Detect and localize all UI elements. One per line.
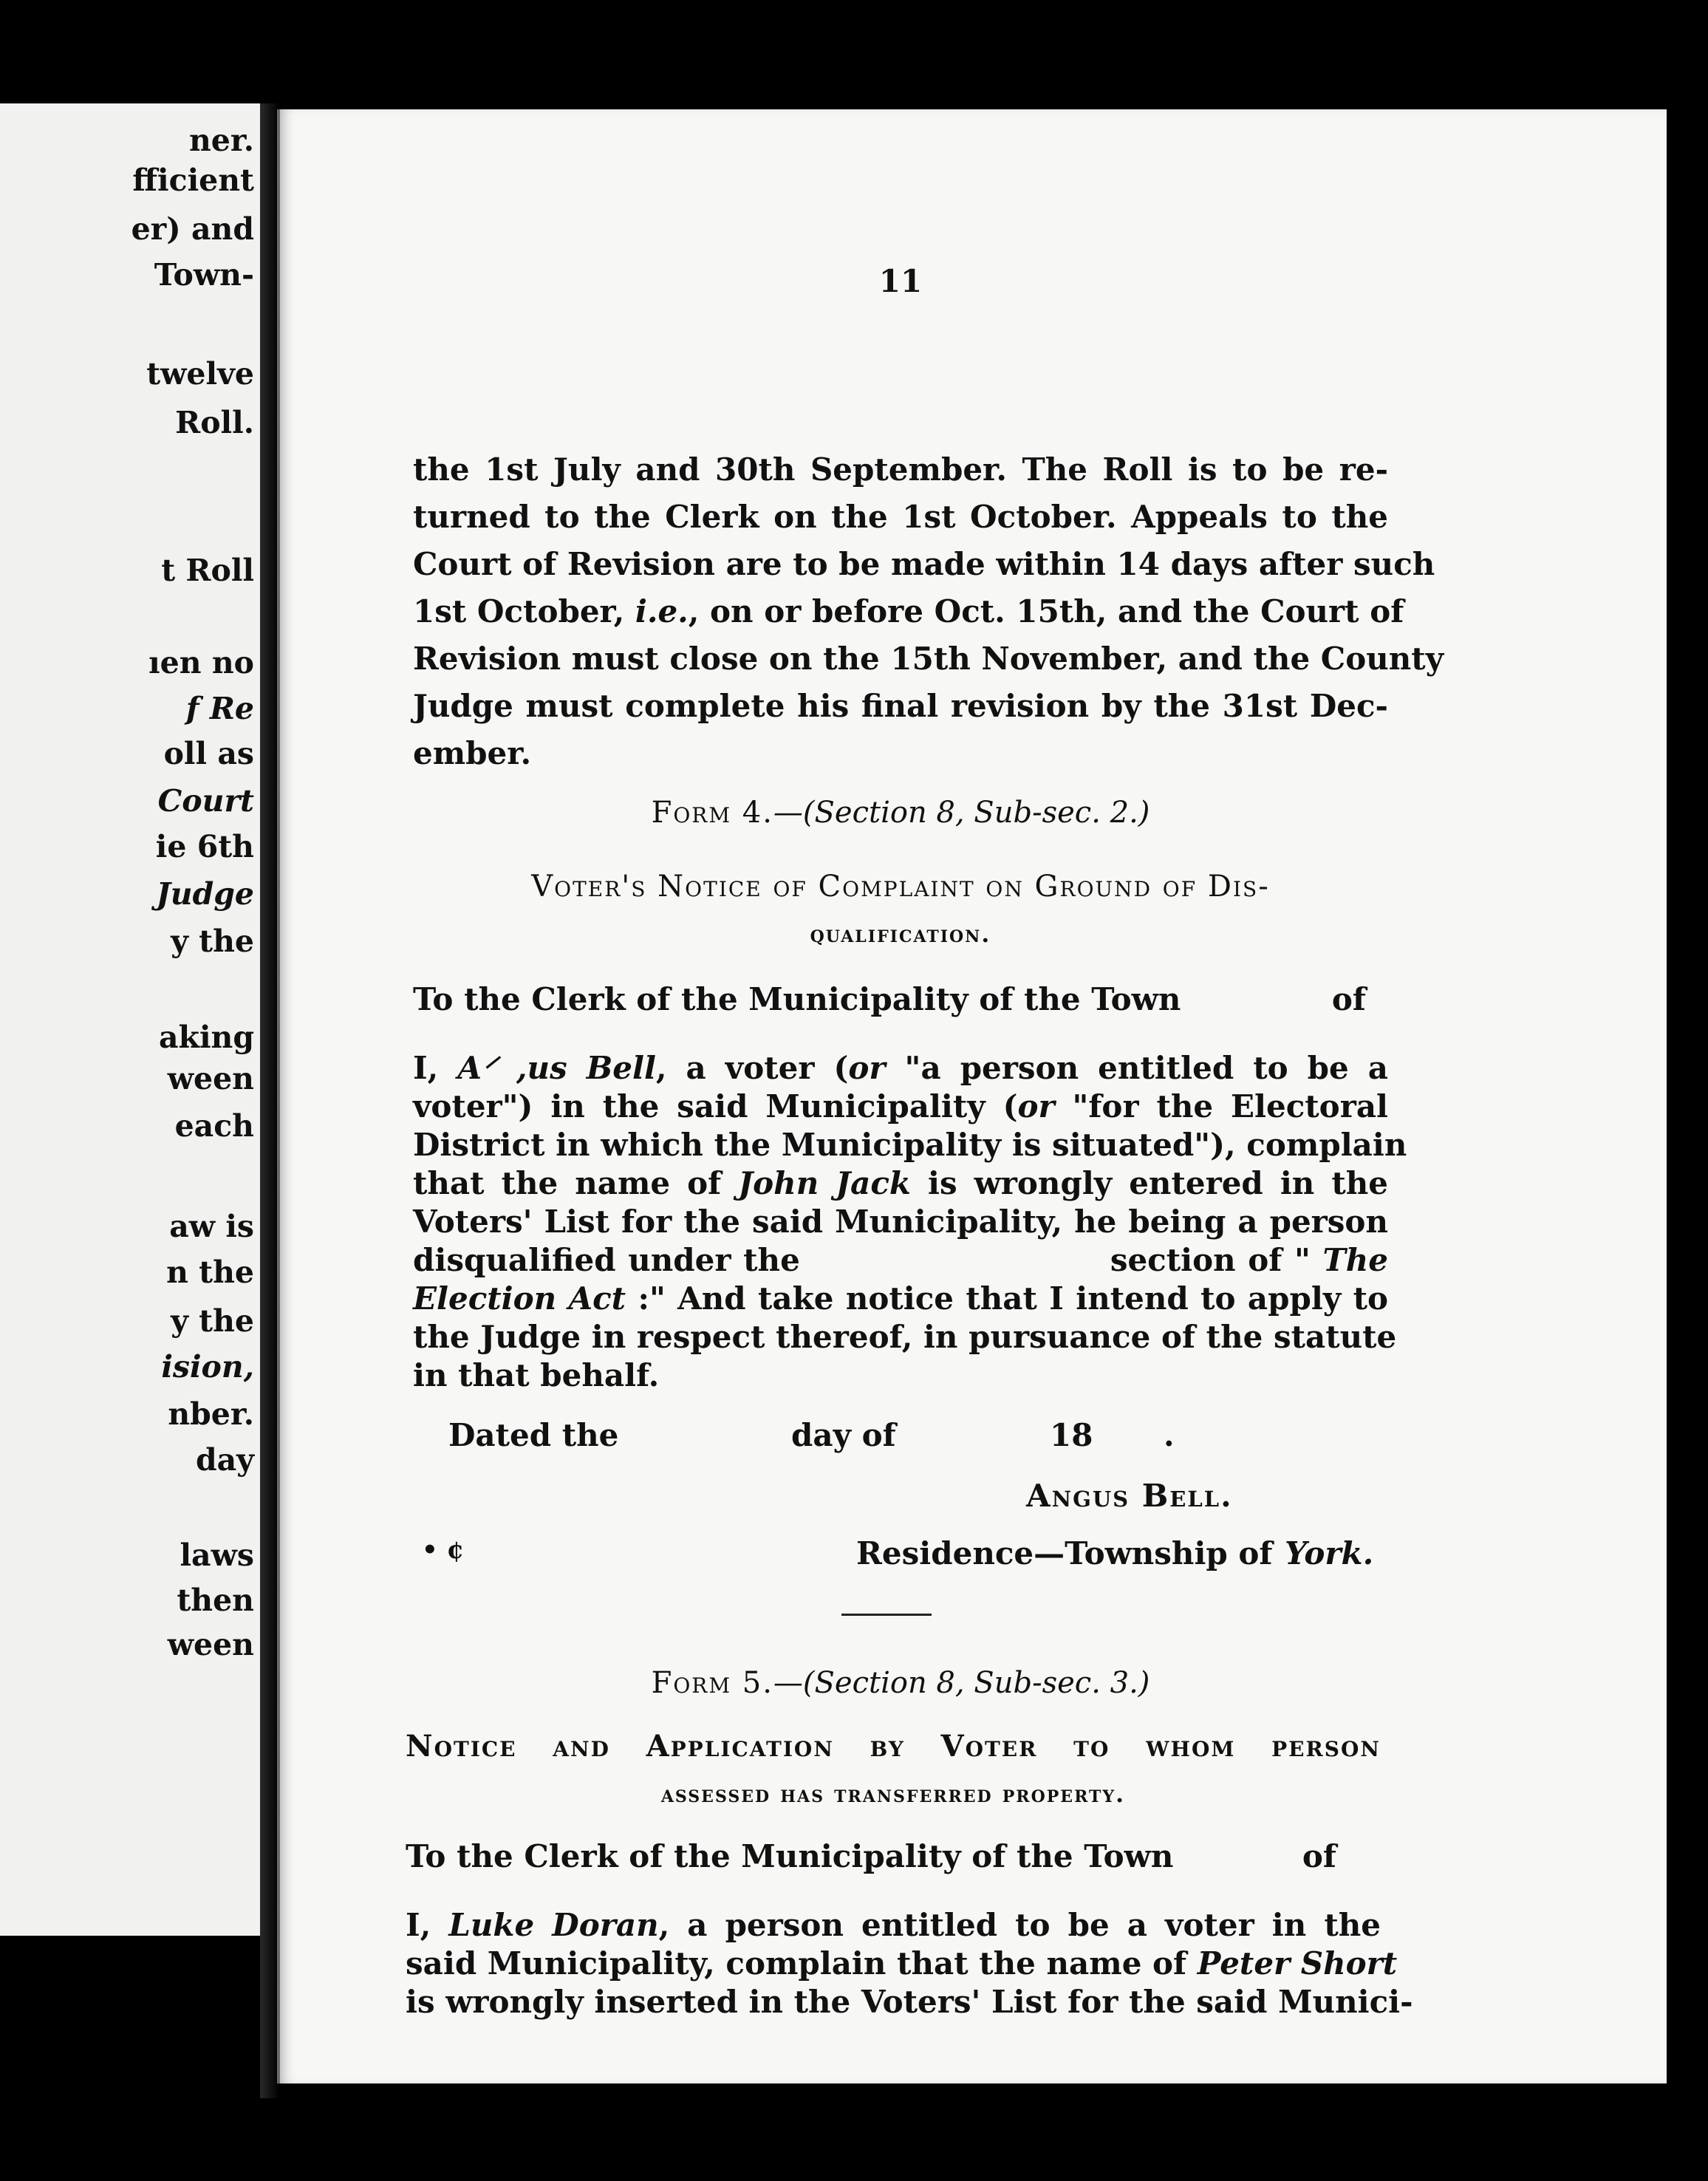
form5-heading [413,1659,1388,1707]
intro-line: Judge must complete his final revision by the 31st Dec- [413,688,1388,724]
form4-addressee-of: of [1331,981,1366,1017]
form4-body-line: in that behalf. [413,1357,660,1393]
form5-body [406,1906,1413,2021]
form4-title-line1: Voter's Notice of Complaint on Ground of Dis- [531,870,1270,904]
form4-title [413,863,1388,958]
form4-body-line: disqualified under the section of " The [413,1242,1388,1278]
left-page-fragment: nber. [168,1396,254,1432]
section-divider-rule [841,1614,932,1616]
left-page-fragment: twelve [146,356,254,392]
form4-signature: Angus Bell. [1026,1478,1233,1514]
form4-section: —(Section 8, Sub-sec. 2.) [773,796,1150,830]
form4-body-line: voter") in the said Municipality (or "for the Electoral [413,1088,1388,1124]
left-page-fragment: Roll. [175,405,254,440]
left-page-fragment: f Re [185,691,254,726]
form4-label: Form 4. [651,796,773,830]
left-page-fragment: aw is [169,1209,254,1244]
left-page-fragment: Judge [156,876,254,912]
left-page-fragment: ween [167,1627,254,1662]
form4-dated-day-of: day of [791,1417,896,1453]
form4-body-line: the Judge in respect thereof, in pursuance of the statute [413,1319,1397,1355]
left-page-fragment: oll as [163,736,254,771]
form5-body-line: said Municipality, complain that the name of Peter Short [406,1945,1398,1982]
form4-heading [413,789,1388,836]
form4-body-line: that the name of John Jack is wrongly entered in the [413,1165,1388,1201]
left-page-fragment: er) and [131,211,254,247]
left-page-fragment: y the [171,924,254,959]
left-page-fragment: laws [180,1537,254,1573]
form4-residence-place: York. [1285,1535,1374,1571]
left-page-fragment: day [195,1442,254,1478]
form5-addressee-text: To the Clerk of the Municipality of the Town [406,1838,1174,1874]
form4-dated-label: Dated the [448,1417,619,1453]
form5-body-line: I, Luke Doran, a person entitled to be a voter in the [406,1907,1381,1943]
left-page-fragment: then [177,1583,254,1618]
intro-line: Court of Revision are to be made within 14 days after such [413,546,1435,582]
form5-body-line: is wrongly inserted in the Voters' List for the said Munici- [406,1984,1413,2020]
intro-line: Revision must close on the 15th November, and the County [413,641,1444,677]
intro-line: the 1st July and 30th September. The Roll is to be re- [413,451,1388,488]
left-page-fragment: t Roll [161,553,254,588]
left-page-fragment: ıen no [148,645,254,680]
left-page-fragment: ween [167,1061,254,1096]
form4-dated-year: 18 [1050,1417,1093,1453]
form4-addressee [413,981,1388,1017]
left-page-fragment: each [174,1108,254,1144]
form4-addressee-text: To the Clerk of the Municipality of the Town [413,981,1181,1017]
form4-title-line2: qualification. [810,920,991,948]
form5-title [406,1723,1381,1817]
left-page-fragment: Town- [154,257,254,293]
form4-body-line: I, A⸍ ,us Bell, a voter (or "a person entitled to be a [413,1050,1388,1086]
left-page-fragment: ner. [188,123,254,158]
left-page-fragment: fficient [132,163,254,198]
form4-body-line: District in which the Municipality is situated"), complain [413,1127,1407,1163]
intro-line: 1st October, i.e., on or before Oct. 15th, and the Court of [413,593,1404,629]
left-page-fragment: ision, [161,1349,254,1385]
left-page-fragment: y the [171,1303,254,1339]
form4-body-line: Voters' List for the said Municipality, he being a person [413,1204,1388,1240]
left-page-fragment: aking [158,1020,254,1055]
form5-addressee [406,1838,1381,1874]
intro-paragraph [413,446,1444,777]
form5-label: Form 5. [651,1666,773,1700]
form5-addressee-of: of [1302,1838,1336,1874]
form5-title-line2: assessed has transferred property. [660,1780,1126,1808]
form4-dated-end: . [1164,1417,1175,1453]
left-page-fragment: n the [166,1255,254,1290]
left-page-fragment: ie 6th [155,829,254,864]
form4-residence-label: Residence—Township of [856,1535,1273,1571]
left-page [0,103,262,1936]
intro-line: ember. [413,735,532,771]
form4-body-line: Election Act :" And take notice that I intend to apply to [413,1280,1388,1317]
page-number: 11 [878,263,923,299]
form4-margin-mark: • ¢ [422,1535,465,1565]
form5-section: —(Section 8, Sub-sec. 3.) [773,1666,1150,1700]
form5-title-line1: Notice and Application by Voter to whom person [406,1729,1381,1764]
intro-line: turned to the Clerk on the 1st October. Appeals to the [413,499,1388,535]
right-page [277,109,1667,2083]
left-page-fragment: Court [157,783,254,819]
form4-body [413,1049,1407,1395]
